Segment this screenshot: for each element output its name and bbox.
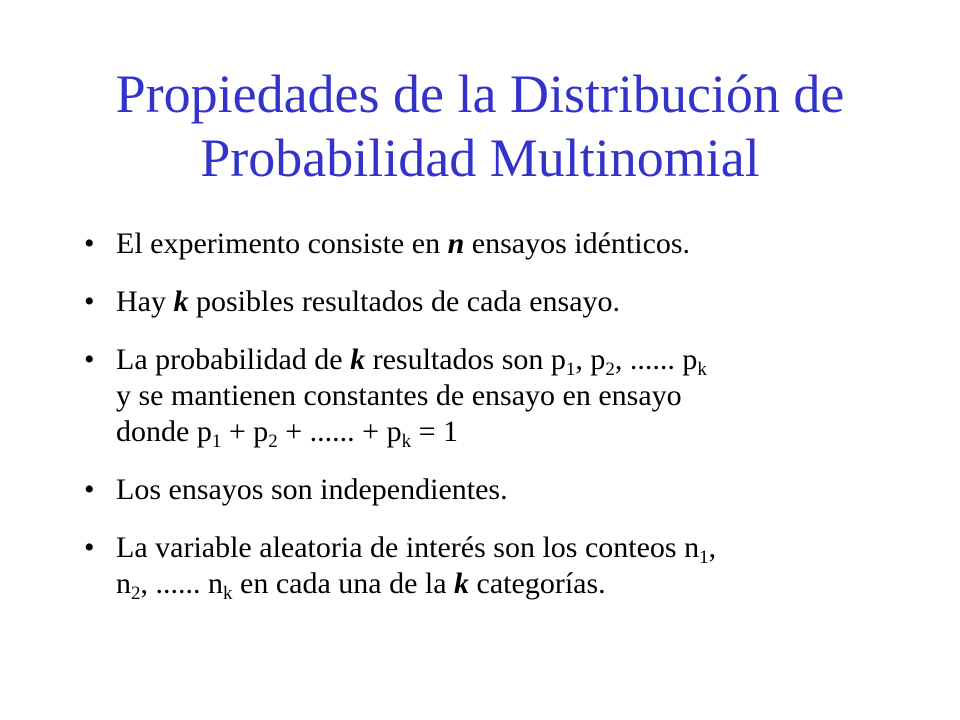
subscript: k: [697, 359, 707, 380]
bullet-text: La probabilidad de: [116, 343, 351, 376]
bullet-text: categorías.: [469, 567, 606, 600]
bullet-icon: •: [84, 343, 95, 376]
bullet-text: , ...... n: [140, 567, 223, 600]
bullet-text: Hay: [116, 285, 174, 318]
bullet-text: Los ensayos son independientes.: [116, 473, 508, 506]
bullet-icon: •: [84, 227, 95, 260]
bullet-text: + p: [221, 415, 269, 448]
bullet-text: resultados son p: [365, 343, 566, 376]
subscript: 1: [699, 547, 709, 568]
bullet-text: El experimento consiste en: [116, 227, 448, 260]
variable-n: n: [447, 227, 465, 260]
bullet-text: posibles resultados de cada ensayo.: [188, 285, 621, 318]
slide-title: [40, 62, 920, 190]
bullet-text: n: [116, 567, 131, 600]
subscript: k: [401, 431, 412, 452]
variable-k: k: [350, 343, 366, 376]
subscript: 2: [268, 431, 278, 452]
bullet-text: y se mantienen constantes de ensayo en ensayo: [116, 379, 682, 412]
bullet-item: [84, 342, 884, 450]
bullet-item: [84, 284, 884, 320]
bullet-text: + ...... + p: [277, 415, 402, 448]
variable-k: k: [454, 567, 470, 600]
bullet-item: [84, 472, 884, 508]
bullet-icon: •: [84, 531, 95, 564]
bullet-item: [84, 530, 884, 602]
variable-k: k: [173, 285, 189, 318]
subscript: 2: [131, 583, 141, 604]
subscript: 2: [605, 359, 615, 380]
bullet-text: en cada una de la: [232, 567, 455, 600]
bullet-item: [84, 226, 884, 262]
title-line-2: Probabilidad Multinomial: [200, 128, 760, 188]
subscript: 1: [211, 431, 222, 452]
bullet-text: , ...... p: [614, 343, 698, 376]
bullet-text: , p: [575, 343, 606, 376]
bullet-icon: •: [84, 285, 95, 318]
bullet-text: La variable aleatoria de interés son los conteos n: [116, 531, 700, 564]
bullet-text: ensayos idénticos.: [464, 227, 691, 260]
bullet-list: [84, 226, 884, 624]
bullet-text: ,: [708, 531, 717, 564]
bullet-text: donde p: [116, 415, 212, 448]
subscript: k: [223, 583, 233, 604]
subscript: 1: [565, 359, 576, 380]
title-line-1: Propiedades de la Distribución de: [115, 64, 845, 124]
bullet-text: = 1: [411, 415, 459, 448]
bullet-icon: •: [84, 473, 95, 506]
